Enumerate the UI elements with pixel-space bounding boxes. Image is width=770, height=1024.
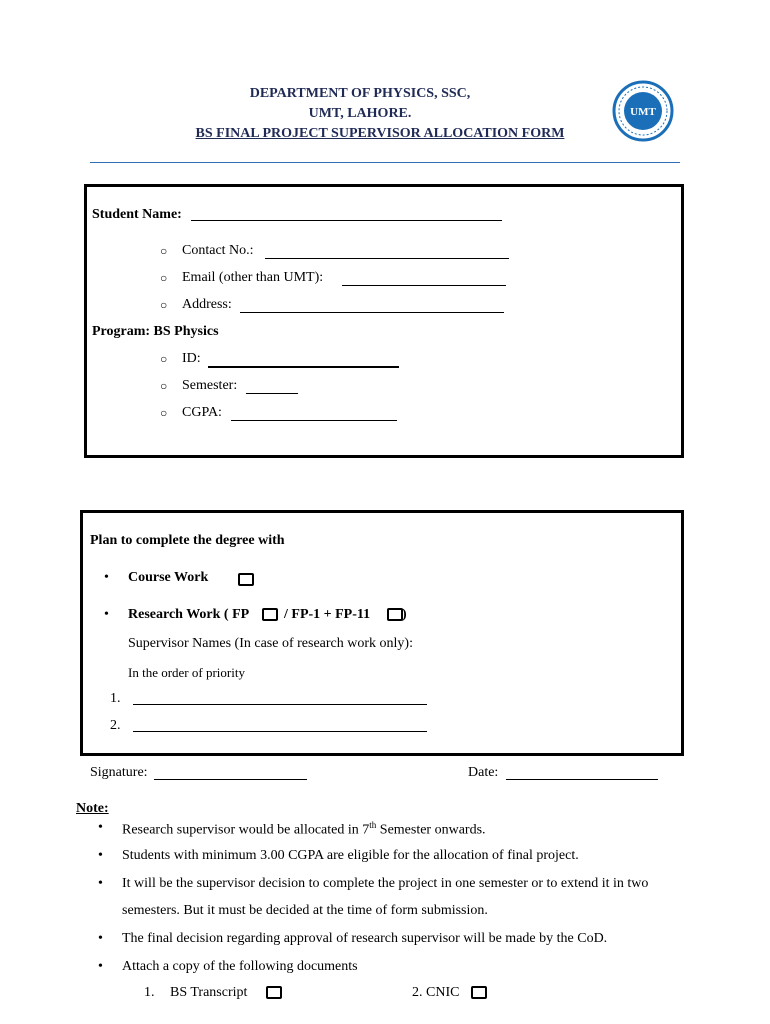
- student-name-label: Student Name:: [92, 207, 182, 222]
- date-field[interactable]: [506, 766, 658, 780]
- supervisor-2-field[interactable]: [133, 718, 427, 732]
- supervisor-1-number: 1.: [110, 691, 121, 706]
- university-title: UMT, LAHORE.: [308, 106, 412, 121]
- transcript-checkbox[interactable]: [266, 986, 282, 999]
- semester-label: Semester:: [182, 378, 238, 393]
- research-work-label: Research Work ( FP: [128, 607, 250, 622]
- supervisor-2-number: 2.: [110, 718, 121, 733]
- cgpa-label: CGPA:: [182, 405, 222, 420]
- program-label: Program: BS Physics: [92, 324, 219, 339]
- semester-field[interactable]: [246, 380, 298, 394]
- student-name-field[interactable]: [191, 207, 502, 221]
- supervisor-names-label: Supervisor Names (In case of research work only):: [128, 636, 413, 651]
- fp1-fp11-label: / FP-1 + FP-11: [284, 607, 371, 622]
- priority-order-label: In the order of priority: [128, 665, 245, 680]
- research-close-paren: ): [402, 607, 407, 622]
- umt-logo-icon: [612, 80, 674, 142]
- note-5: Attach a copy of the following documents: [122, 959, 358, 974]
- note-3-line-2: semesters. But it must be decided at the time of form submission.: [122, 903, 488, 918]
- research-work-bullet: •: [104, 607, 109, 622]
- header-divider: [90, 162, 680, 163]
- contact-bullet: ○: [160, 244, 168, 258]
- note-5-bullet: •: [98, 959, 103, 974]
- fp-checkbox[interactable]: [262, 608, 278, 621]
- note-3-bullet: •: [98, 876, 103, 891]
- note-heading: Note:: [76, 801, 109, 816]
- cnic-checkbox[interactable]: [471, 986, 487, 999]
- note-2: Students with minimum 3.00 CGPA are eligible for the allocation of final project.: [122, 848, 579, 863]
- note-3-line-1: It will be the supervisor decision to complete the project in one semester or to extend it in two: [122, 876, 649, 891]
- doc-2-label: 2. CNIC: [412, 985, 460, 1000]
- logo-text: UMT: [630, 106, 656, 118]
- signature-label: Signature:: [90, 765, 148, 780]
- id-bullet: ○: [160, 352, 168, 366]
- email-field[interactable]: [342, 272, 506, 286]
- note-1-bullet: •: [98, 820, 103, 835]
- form-title: BS FINAL PROJECT SUPERVISOR ALLOCATION FORM: [195, 126, 565, 141]
- note-4-bullet: •: [98, 931, 103, 946]
- cgpa-bullet: ○: [160, 406, 168, 420]
- course-work-checkbox[interactable]: [238, 573, 254, 586]
- department-title: DEPARTMENT OF PHYSICS, SSC,: [249, 86, 471, 101]
- address-label: Address:: [182, 297, 232, 312]
- note-4: The final decision regarding approval of research supervisor will be made by the CoD.: [122, 931, 608, 946]
- supervisor-1-field[interactable]: [133, 691, 427, 705]
- id-label: ID:: [182, 351, 201, 366]
- note-2-bullet: •: [98, 848, 103, 863]
- date-label: Date:: [468, 765, 499, 780]
- cgpa-field[interactable]: [231, 407, 397, 421]
- note-1: Research supervisor would be allocated in 7th Semester onwards.: [122, 820, 486, 838]
- course-work-bullet: •: [104, 570, 109, 585]
- address-bullet: ○: [160, 298, 168, 312]
- id-field[interactable]: [208, 353, 399, 368]
- contact-field[interactable]: [265, 245, 509, 259]
- contact-label: Contact No.:: [182, 243, 254, 258]
- email-label: Email (other than UMT):: [182, 270, 324, 285]
- doc-1-label: BS Transcript: [170, 985, 248, 1000]
- signature-field[interactable]: [154, 766, 307, 780]
- doc-1-number: 1.: [144, 985, 155, 1000]
- course-work-label: Course Work: [128, 570, 209, 585]
- plan-heading: Plan to complete the degree with: [90, 533, 285, 548]
- email-bullet: ○: [160, 271, 168, 285]
- fp1-fp11-checkbox[interactable]: [387, 608, 403, 621]
- address-field[interactable]: [240, 299, 504, 313]
- semester-bullet: ○: [160, 379, 168, 393]
